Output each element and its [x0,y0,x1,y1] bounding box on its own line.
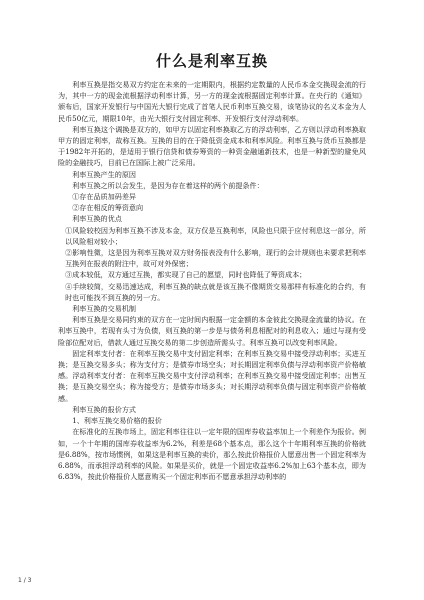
page-title: 什么是利率互换 [155,52,268,70]
paragraph: 利率互换是指交易双方约定在未来的一定期限内，根据约定数量的人民币本金交换现金流的行为，其中一方的现金流根据浮动利率计算，另一方的现金流根据固定利率计算。在央行的《通知》颁布后，国家开发银行与中国光大银行完成了首笔人民币利率互换交易，该笔协议的名义本金为人民币50亿元，期限10年，由光大银行支付固定利率、开发银行支付浮动利率。 [58,80,366,123]
page-number: 1 / 3 [18,577,32,584]
paragraph: ①存在品质加码差异 [72,192,137,202]
document-body [58,79,366,482]
paragraph: ④手续较简，交易迅速达成，利率互换的缺点就是该互换不像期货交易那样有标准化的合约，有时也可能找不到互换的另一方。 [65,281,366,302]
paragraph: ②存在相反的筹资意向 [72,203,144,213]
paragraph: 固定利率支付者：在利率互换交易中支付固定利率；在利率互换交易中接受浮动利率；买进互换；是互换交易多头；称为支付方；是债券市场空头；对长期固定利率负债与浮动利率资产价格敏感。浮动利率支付者：在利率互换交易中支付浮动利率；在利率互换交易中接受固定利率；出售互换；是互换交易空头；称为接受方；是债券市场多头；对长期浮动利率负债与固定利率资产价格敏感。 [58,348,366,403]
paragraph: 利率互换产生的原因 [72,169,137,179]
paragraph: 利率互换是交易同约束的双方在一定时间内根据一定金额的本金彼此交换现金流量的协议。在利率互换中，若现有头寸为负债，则互换的第一步是与债务利息相配对的利息收入；通过与现有受险部位配对后，借款人通过互换交易的第二步创造所需头寸。利率互换可以改变利率风险。 [58,315,366,347]
paragraph: ③成本较低，双方通过互换，都实现了自己的愿望，同时也降低了筹资成本； [65,270,307,280]
paragraph: 利率互换这个调换是双方的，如甲方以固定利率换取乙方的浮动利率，乙方则以浮动利率换取甲方的固定利率，故称互换。互换的目的在于降低资金成本和利率风险。利率互换与货币互换都是于1982年开拓的，是适用于银行信贷和债券筹资的一种资金融通新技术，也是一种新型的避免风险的金融技巧，目前已在国际上被广泛采用。 [58,124,366,168]
paragraph: 利率互换的交易机制 [72,304,137,314]
paragraph: 利率互换的优点 [72,214,122,224]
paragraph: 1、利率互换交易价格的报价 [72,416,162,426]
paragraph: 在标准化的互换市场上，固定利率往往以一定年限的国库券收益率加上一个利差作为报价。例如，一个十年期的国库券收益率为6.2%，利差是68个基本点，那么这个十年期利率互换的价格就是6.88%，按市场惯例，如果这是利率互换的卖价，那么按此价格报价人愿意出售一个固定利率为6.88%，而承担浮动利率的风险。如果是买价，就是一个固定收益率6.2%加上63个基本点，即为6.83%，按此价格报价人愿意购买一个固定利率而不愿意承担浮动利率的 [58,427,366,482]
paragraph: ②影响性微，这是因为利率互换对双方财务报表没有什么影响，现行的会计规则也未要求把利率互换列在报表的附注中，故可对外保密； [65,248,366,269]
paragraph: 利率互换的报价方式 [72,404,137,414]
paragraph: ①风险较校因为利率互换不涉及本金，双方仅是互换利率，风险也只限于应付利息这一部分，所以风险相对较小； [65,225,366,246]
paragraph: 利率互换之所以会发生，是因为存在着这样的两个前提条件： [72,180,264,190]
